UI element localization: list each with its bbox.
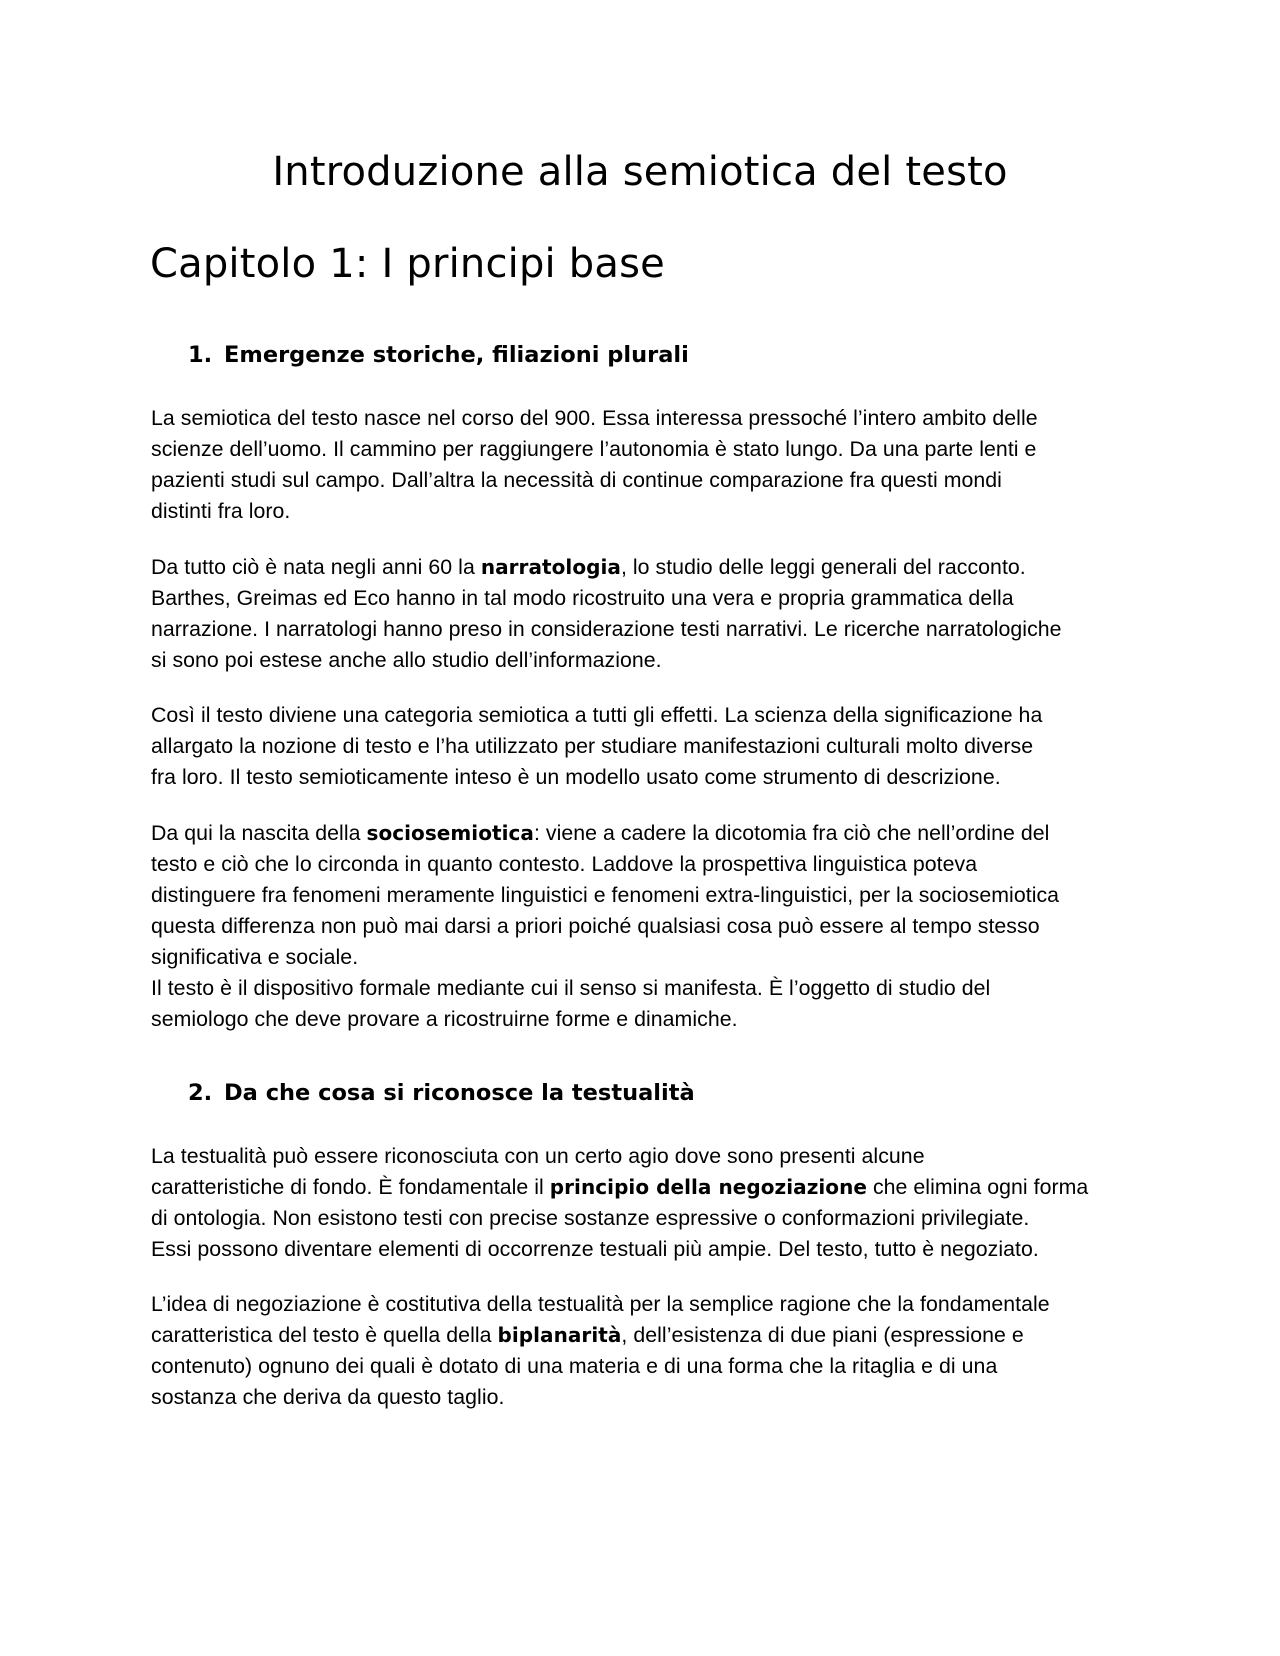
paragraph-line: Il testo è il dispositivo formale mediante cui il senso si manifesta. È l’oggetto di studio del: [151, 976, 991, 1000]
bold-term: principio della negoziazione: [549, 1175, 867, 1199]
text-run: : viene a cadere la dicotomia fra ciò che nell’ordine del: [533, 821, 1050, 845]
document-title: Introduzione alla semiotica del testo: [272, 149, 1008, 195]
paragraph-line: Essi possono diventare elementi di occorrenze testuali più ampie. Del testo, tutto è negoziato.: [151, 1237, 1039, 1261]
bold-term: sociosemiotica: [366, 821, 534, 845]
paragraph: [151, 1141, 1151, 1265]
text-run: , lo studio delle leggi generali del racconto.: [620, 555, 1026, 579]
paragraph-line: distinti fra loro.: [151, 499, 291, 523]
paragraph-line: questa differenza non può mai darsi a priori poiché qualsiasi cosa può essere al tempo stesso: [151, 914, 1040, 938]
paragraph-line: semiologo che deve provare a ricostruirne forme e dinamiche.: [151, 1007, 738, 1031]
chapter-title: Capitolo 1: I principi base: [150, 241, 665, 287]
text-run: caratteristiche di fondo. È fondamentale il: [151, 1175, 550, 1199]
section-heading-text: Emergenze storiche, filiazioni plurali: [224, 342, 689, 368]
paragraph-line: di ontologia. Non esistono testi con precise sostanze espressive o conformazioni privilegiate.: [151, 1206, 1030, 1230]
section-heading: [188, 340, 689, 370]
paragraph-line: distinguere fra fenomeni meramente linguistici e fenomeni extra-linguistici, per la sociosemiotica: [151, 883, 1060, 907]
paragraph-line: Barthes, Greimas ed Eco hanno in tal modo ricostruito una vera e propria grammatica della: [151, 586, 1014, 610]
section-heading: [188, 1078, 695, 1108]
paragraph-line: scienze dell’uomo. Il cammino per raggiungere l’autonomia è stato lungo. Da una parte lenti e: [151, 437, 1037, 461]
text-run: caratteristica del testo è quella della: [151, 1323, 498, 1347]
paragraph-line: [151, 818, 1151, 849]
text-run: , dell’esistenza di due piani (espressione e: [621, 1323, 1024, 1347]
paragraph-line: fra loro. Il testo semioticamente inteso è un modello usato come strumento di descrizione.: [151, 765, 1001, 789]
paragraph-line: si sono poi estese anche allo studio dell’informazione.: [151, 648, 662, 672]
paragraph-line: contenuto) ognuno dei quali è dotato di una materia e di una forma che la ritaglia e di una: [151, 1354, 998, 1378]
paragraph-line: pazienti studi sul campo. Dall’altra la necessità di continue comparazione fra questi mondi: [151, 468, 1002, 492]
paragraph-line: [151, 1172, 1151, 1203]
paragraph: [151, 818, 1151, 1035]
paragraph-line: [151, 1320, 1151, 1351]
section-number: 1.: [188, 342, 213, 368]
paragraph: [151, 403, 1151, 527]
paragraph: [151, 1289, 1151, 1413]
paragraph-line: narrazione. I narratologi hanno preso in considerazione testi narrativi. Le ricerche narratologiche: [151, 617, 1062, 641]
paragraph-line: La testualità può essere riconosciuta con un certo agio dove sono presenti alcune: [151, 1144, 925, 1168]
paragraph-line: Così il testo diviene una categoria semiotica a tutti gli effetti. La scienza della significazione ha: [151, 703, 1043, 727]
paragraph-line: sostanza che deriva da questo taglio.: [151, 1385, 505, 1409]
paragraph-line: [151, 552, 1151, 583]
section-heading-text: Da che cosa si riconosce la testualità: [224, 1080, 695, 1106]
text-run: che elimina ogni forma: [866, 1175, 1089, 1199]
paragraph-line: significativa e sociale.: [151, 945, 359, 969]
bold-term: narratologia: [480, 555, 621, 579]
section-number: 2.: [188, 1080, 213, 1106]
text-run: Da qui la nascita della: [151, 821, 367, 845]
bold-term: biplanarità: [497, 1323, 622, 1347]
text-run: Da tutto ciò è nata negli anni 60 la: [151, 555, 481, 579]
paragraph: [151, 700, 1151, 793]
paragraph-line: L’idea di negoziazione è costitutiva della testualità per la semplice ragione che la fondamentale: [151, 1292, 1050, 1316]
paragraph-line: testo e ciò che lo circonda in quanto contesto. Laddove la prospettiva linguistica poteva: [151, 852, 978, 876]
paragraph-line: allargato la nozione di testo e l’ha utilizzato per studiare manifestazioni culturali molto diverse: [151, 734, 1034, 758]
paragraph: [151, 552, 1151, 676]
paragraph-line: La semiotica del testo nasce nel corso del 900. Essa interessa pressoché l’intero ambito delle: [151, 406, 1038, 430]
